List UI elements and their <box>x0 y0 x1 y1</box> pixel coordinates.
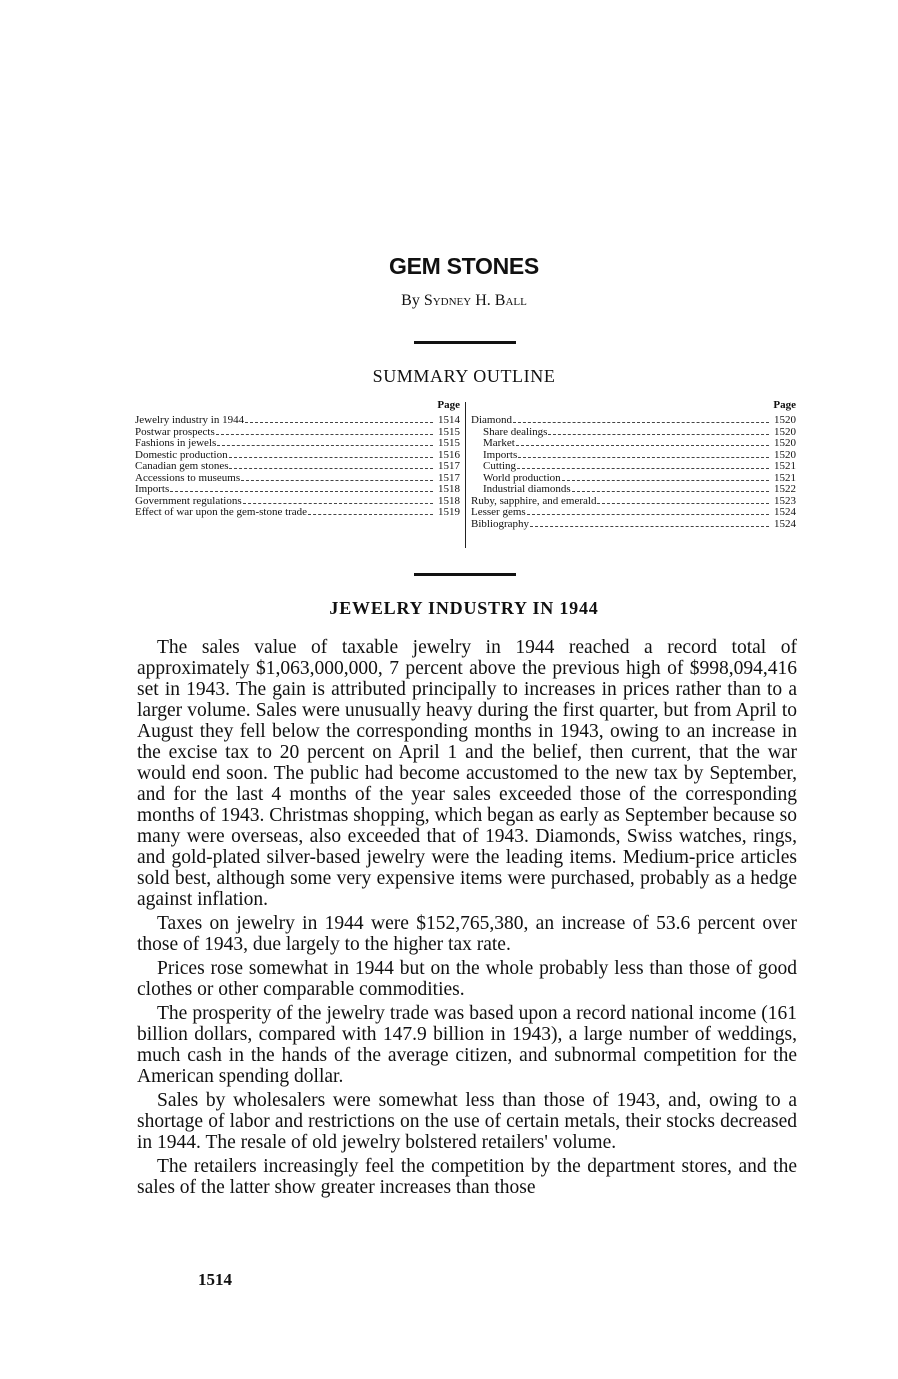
outline-entry: Bibliography 1524 <box>471 517 796 530</box>
outline-entry: Ruby, sapphire, and emerald 1523 <box>471 494 796 507</box>
outline-subentry: Cutting 1521 <box>483 460 796 472</box>
body-paragraph: Prices rose somewhat in 1944 but on the whole probably less than those of good clothes or other comparable commodities. <box>137 958 797 1000</box>
outline-entry: Domestic production 1516 <box>135 448 460 461</box>
outline-page-label-left: Page <box>437 399 460 411</box>
page-title: GEM STONES <box>389 253 539 279</box>
outline-entry: Canadian gem stones 1517 <box>135 460 460 472</box>
outline-right-column <box>471 400 796 530</box>
author-prefix: By <box>401 292 420 309</box>
body-paragraph: The sales value of taxable jewelry in 1944 reached a record total of approximately $1,063,000,000, 7 percent above the previous high of $998,094,416 set in 1943. The gain is attributed principally to increases in prices rather than to a larger volume. Sales were unusually heavy during the first quarter, but from April to August they fell below the corresponding months in 1943, owing to an increase in the excise tax to 20 percent on April 1 and the belief, then current, that the war would end soon. The public had become accustomed to the new tax by September, and for the last 4 months of the year sales exceeded those of the corresponding months of 1943. Christmas shopping, which began as early as September because so many were overseas, also exceeded that of 1943. Diamonds, Swiss watches, rings, and gold-plated silver-based jewelry were the leading items. Medium-price articles sold best, although some very expensive items were purchased, probably as a hedge against inflation. <box>137 637 797 910</box>
author-name: Sydney H. Ball <box>423 292 527 309</box>
title-rule <box>414 341 516 344</box>
outline-entry: Effect of war upon the gem-stone trade 1519 <box>135 506 460 518</box>
outline-page-label-right: Page <box>773 399 796 411</box>
author-byline <box>0 292 898 310</box>
summary-outline-heading: SUMMARY OUTLINE <box>372 366 556 386</box>
outline-entry: Jewelry industry in 1944 1514 <box>135 414 460 426</box>
outline-entry: Government regulations 1518 <box>135 494 460 507</box>
outline-subentry: Share dealings 1520 <box>483 425 796 438</box>
outline-subentry: Industrial diamonds 1522 <box>483 483 796 495</box>
section-heading: JEWELRY INDUSTRY IN 1944 <box>329 598 599 618</box>
page-number: 1514 <box>198 1270 232 1289</box>
body-paragraph: Sales by wholesalers were somewhat less than those of 1943, and, owing to a shortage of labor and restrictions on the use of certain metals, their stocks decreased in 1944. The resale of old jewelry bolstered retailers' volume. <box>137 1090 797 1153</box>
outline-entry: Diamond 1520 <box>471 414 796 426</box>
outline-entry: Accessions to museums 1517 <box>135 471 460 484</box>
body-paragraph: The retailers increasingly feel the competition by the department stores, and the sales of the latter show greater increases than those <box>137 1156 797 1198</box>
outline-subentry: World production 1521 <box>483 471 796 484</box>
body-paragraph: The prosperity of the jewelry trade was based upon a record national income (161 billion dollars, compared with 147.9 billion in 1943), a large number of weddings, much cash in the hands of the average citizen, and subnormal competition for the American spending dollar. <box>137 1003 797 1087</box>
outline-entry: Fashions in jewels 1515 <box>135 437 460 449</box>
body-paragraph: Taxes on jewelry in 1944 were $152,765,380, an increase of 53.6 percent over those of 1943, due largely to the higher tax rate. <box>137 913 797 955</box>
outline-subentry: Imports 1520 <box>483 448 796 461</box>
outline-entry: Lesser gems 1524 <box>471 506 796 518</box>
outline-subentry: Market 1520 <box>483 437 796 449</box>
outline-column-divider <box>465 402 466 548</box>
section-rule <box>414 573 516 576</box>
outline-entry: Postwar prospects 1515 <box>135 425 460 438</box>
outline-entry: Imports 1518 <box>135 483 460 495</box>
section-body <box>137 637 797 1201</box>
outline-left-column <box>135 400 460 519</box>
